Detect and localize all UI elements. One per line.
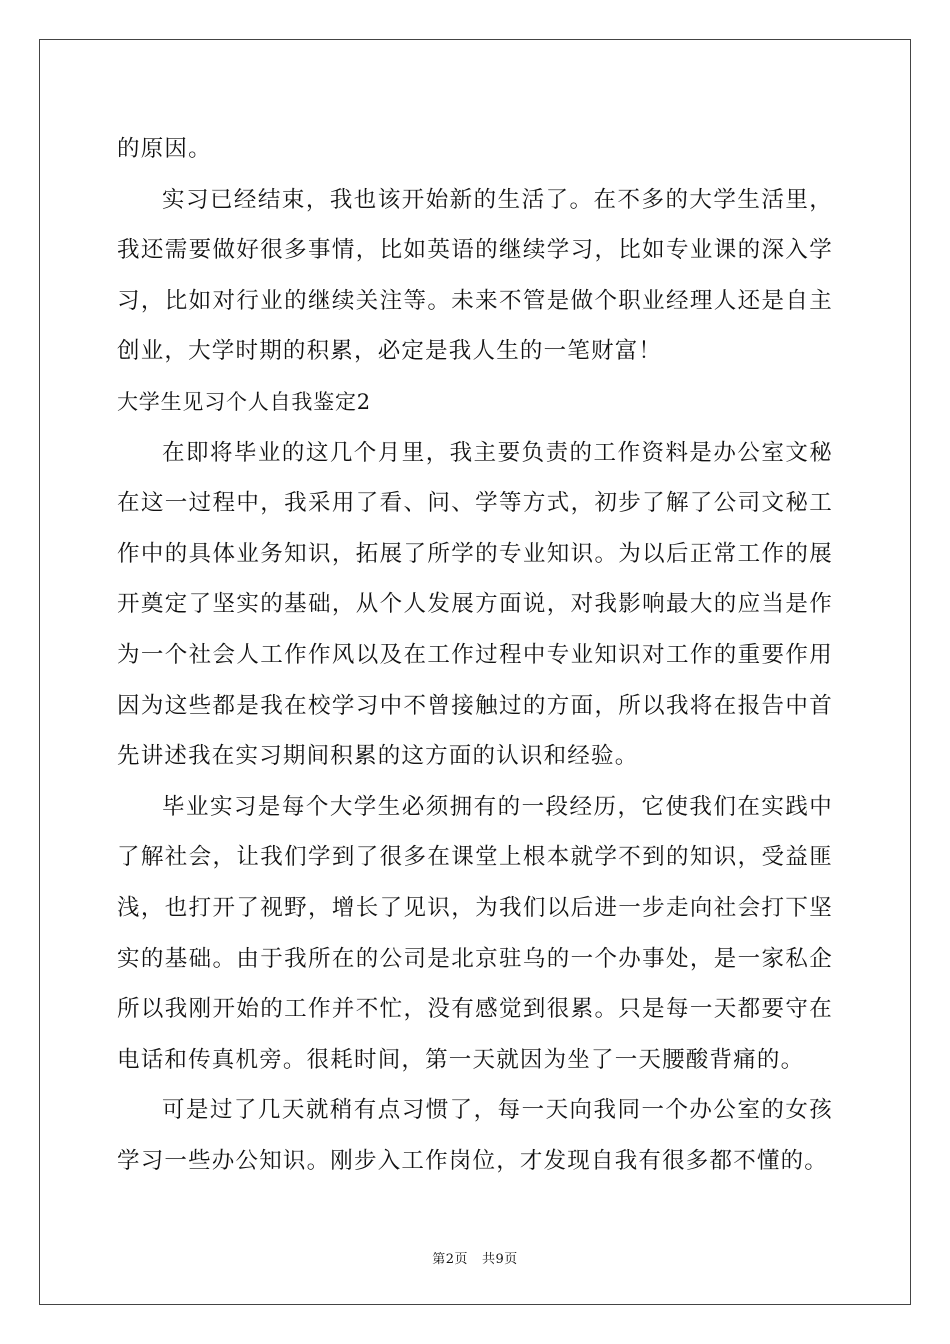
paragraph-continuation: 的原因。 [117, 136, 212, 162]
section-heading: 大学生见习个人自我鉴定2 [117, 389, 371, 414]
page-total: 共9页 [482, 1252, 518, 1267]
paragraph-getting-used: 可是过了几天就稍有点习惯了，每一天向我同一个办公室的女孩学习一些办公知识。刚步入工作岗位，才发现自我有很多都不懂的。 [117, 1097, 833, 1174]
page-number: 第2页 [432, 1252, 468, 1267]
paragraph-graduation-internship: 毕业实习是每个大学生必须拥有的一段经历，它使我们在实践中了解社会，让我们学到了很多在课堂上根本就学不到的知识，受益匪浅，也打开了视野，增长了见识，为我们以后进一步走向社会打下坚实的基础。由于我所在的公司是北京驻乌的一个办事处，是一家私企所以我刚开始的工作并不忙，没有感觉到很累。只是每一天都要守在电话和传真机旁。很耗时间，第一天就因为坐了一天腰酸背痛的。 [117, 793, 833, 1073]
paragraph-secretary-work: 在即将毕业的这几个月里，我主要负责的工作资料是办公室文秘在这一过程中，我采用了看、问、学等方式，初步了解了公司文秘工作中的具体业务知识，拓展了所学的专业知识。为以后正常工作的展开奠定了坚实的基础，从个人发展方面说，对我影响最大的应当是作为一个社会人工作作风以及在工作过程中专业知识对工作的重要作用因为这些都是我在校学习中不曾接触过的方面，所以我将在报告中首先讲述我在实习期间积累的这方面的认识和经验。 [117, 439, 833, 770]
paragraph-internship-ended: 实习已经结束，我也该开始新的生活了。在不多的大学生活里，我还需要做好很多事情，比如英语的继续学习，比如专业课的深入学习，比如对行业的继续关注等。未来不管是做个职业经理人还是自主创业，大学时期的积累，必定是我人生的一笔财富！ [117, 186, 833, 365]
document-body [117, 124, 833, 1186]
page-footer [0, 1248, 950, 1267]
